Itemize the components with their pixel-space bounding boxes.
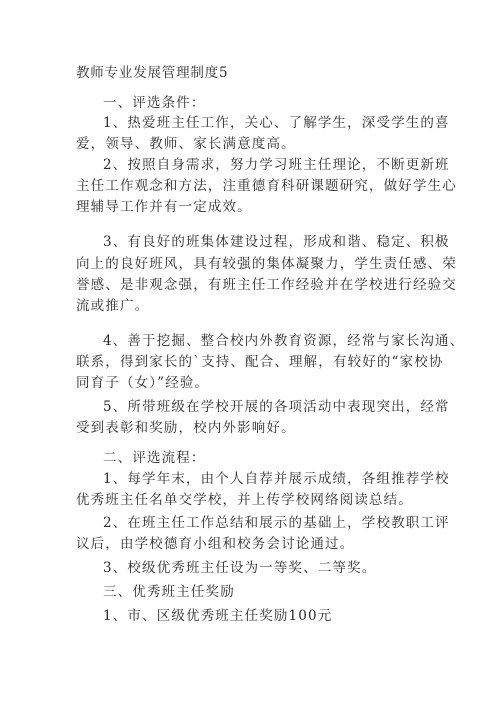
paragraph-line: 优秀班主任名单交学校，并上传学校网络阅读总结。 — [76, 492, 413, 508]
paragraph-line: 3、有良好的班集体建设过程，形成和谐、稳定、积极 — [103, 234, 450, 250]
paragraph-line: 1、热爱班主任工作，关心、了解学生，深受学生的喜 — [103, 115, 450, 131]
paragraph-line: 2、按照自身需求，努力学习班主任理论，不断更新班 — [103, 157, 450, 173]
paragraph-line: 受到表彰和奖励，校内外影响好。 — [76, 420, 296, 436]
section-heading-criteria: 一、评选条件： — [103, 95, 206, 111]
paragraph-line: 流或推广。 — [76, 298, 150, 314]
paragraph-line: 同育子（女）”经验。 — [76, 375, 210, 391]
paragraph-line: 联系，得到家长的`支持、配合、理解，有较好的“家校协 — [76, 354, 444, 370]
paragraph-line: 3、校级优秀班主任设为一等奖、二等奖。 — [103, 560, 377, 576]
paragraph-line: 主任工作观念和方法，注重德育科研课题研究，做好学生心 — [76, 178, 457, 194]
paragraph-line: 1、市、区级优秀班主任奖励100元 — [103, 608, 333, 624]
paragraph-line: 议后，由学校德育小组和校务会讨论通过。 — [76, 536, 355, 552]
paragraph-line: 5、所带班级在学校开展的各项活动中表现突出，经常 — [103, 399, 450, 415]
paragraph-line: 1、每学年末，由个人自荐并展示成绩，各组推荐学校 — [103, 471, 450, 487]
paragraph-line: 4、善于挖掘、整合校内外教育资源，经常与家长沟通、 — [103, 333, 465, 349]
paragraph-line: 2、在班主任工作总结和展示的基础上，学校教职工评 — [103, 515, 450, 531]
paragraph-line: 爱，领导、教师、家长满意度高。 — [76, 136, 296, 152]
paragraph-line: 誉感、是非观念强，有班主任工作经验并在学校进行经验交 — [76, 277, 457, 293]
section-heading-process: 二、评选流程： — [103, 450, 206, 466]
paragraph-line: 向上的良好班风，具有较强的集体凝聚力，学生责任感、荣 — [76, 256, 457, 272]
document-title: 教师专业发展管理制度5 — [76, 65, 229, 81]
paragraph-line: 理辅导工作并有一定成效。 — [76, 199, 252, 215]
section-heading-rewards: 三、优秀班主任奖励 — [103, 584, 235, 600]
